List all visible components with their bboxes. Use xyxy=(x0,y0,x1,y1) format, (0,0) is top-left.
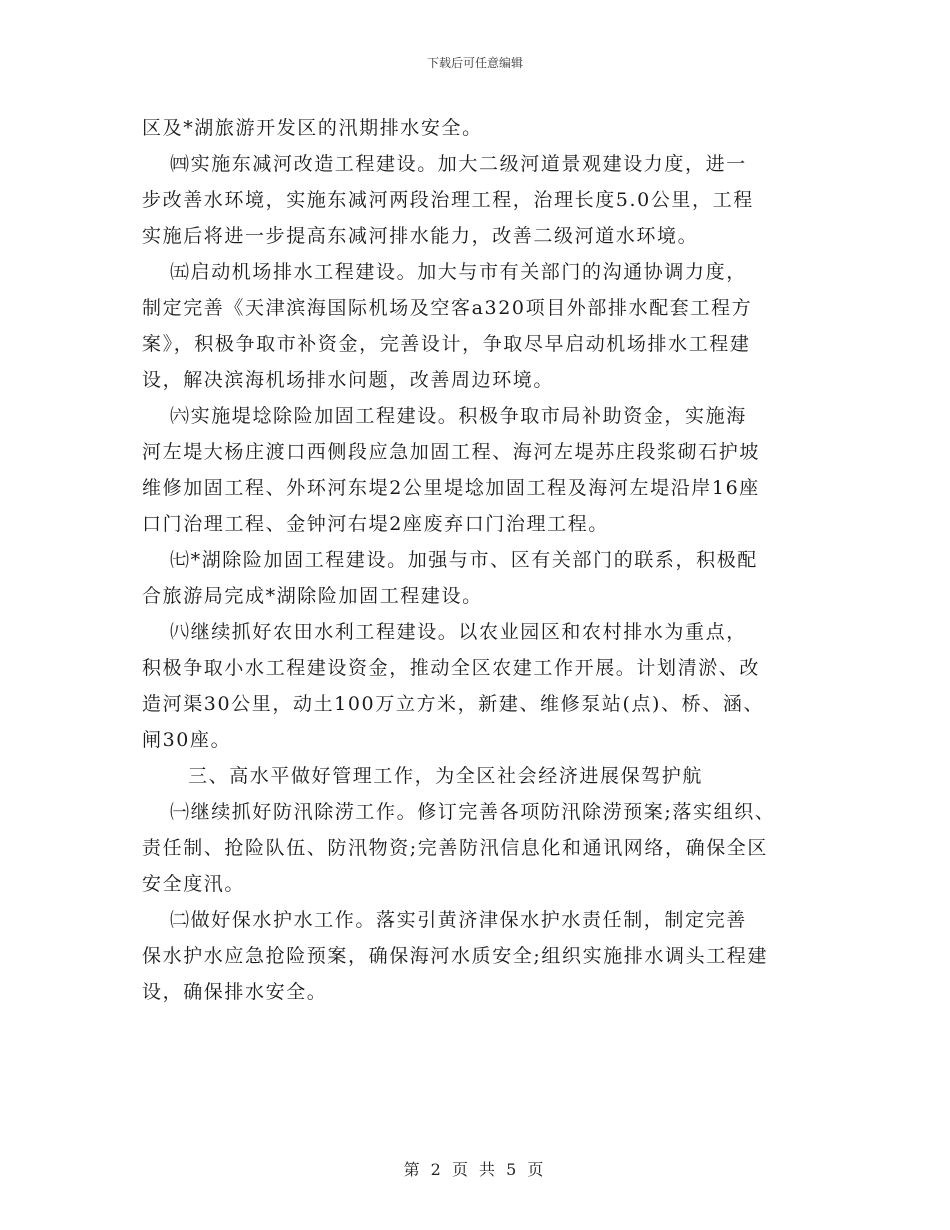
section-3-heading: 三、高水平做好管理工作，为全区社会经济进展保驾护航 xyxy=(188,765,704,787)
paragraph-4-heading: ㈣实施东减河改造工程建设。加大二级河道景观建设力度，进一 xyxy=(170,153,747,175)
text-line: 闸30座。 xyxy=(142,729,232,751)
paragraph-2-heading: ㈡做好保水护水工作。落实引黄济津保水护水责任制，制定完善 xyxy=(170,909,747,931)
text-line: 维修加固工程、外环河东堤2公里堤埝加固工程及海河左堤沿岸16座 xyxy=(142,477,760,499)
paragraph-6-heading: ㈥实施堤埝除险加固工程建设。积极争取市局补助资金，实施海 xyxy=(170,405,747,427)
text-line: 步改善水环境，实施东减河两段治理工程，治理长度5.0公里，工程 xyxy=(142,189,754,211)
text-line: 合旅游局完成*湖除险加固工程建设。 xyxy=(142,585,483,607)
page-header: 下载后可任意编辑 xyxy=(426,56,523,70)
text-line: 设，解决滨海机场排水问题，改善周边环境。 xyxy=(142,369,555,391)
text-line: 保水护水应急抢险预案，确保海河水质安全;组织实施排水调头工程建 xyxy=(142,945,769,967)
paragraph-5-heading: ㈤启动机场排水工程建设。加大与市有关部门的沟通协调力度， xyxy=(170,261,747,283)
page-footer: 第 2 页 共 5 页 xyxy=(403,1160,547,1179)
text-line: 河左堤大杨庄渡口西侧段应急加固工程、海河左堤苏庄段浆砌石护坡 xyxy=(142,441,761,463)
text-line: 安全度汛。 xyxy=(142,873,246,895)
document-body xyxy=(142,110,814,1010)
text-line: 责任制、抢险队伍、防汛物资;完善防汛信息化和通讯网络，确保全区 xyxy=(142,837,769,859)
text-line: 案》，积极争取市补资金，完善设计，争取尽早启动机场排水工程建 xyxy=(142,333,751,355)
text-line: 区及*湖旅游开发区的汛期排水安全。 xyxy=(142,117,483,139)
text-line: 实施后将进一步提高东减河排水能力，改善二级河道水环境。 xyxy=(142,225,699,247)
paragraph-1-heading: ㈠继续抓好防汛除涝工作。修订完善各项防汛除涝预案;落实组织、 xyxy=(170,801,776,823)
paragraph-7-heading: ㈦*湖除险加固工程建设。加强与市、区有关部门的联系，积极配 xyxy=(170,549,758,571)
text-line: 积极争取小水工程建设资金，推动全区农建工作开展。计划清淤、改 xyxy=(142,657,761,679)
paragraph-8-heading: ㈧继续抓好农田水利工程建设。以农业园区和农村排水为重点， xyxy=(170,621,747,643)
text-line: 口门治理工程、金钟河右堤2座废弃口门治理工程。 xyxy=(142,513,609,535)
text-line: 设，确保排水安全。 xyxy=(142,981,328,1003)
text-line: 制定完善《天津滨海国际机场及空客a320项目外部排水配套工程方 xyxy=(142,297,753,319)
text-line: 造河渠30公里，动土100万立方米，新建、维修泵站(点)、桥、涵、 xyxy=(142,693,765,715)
